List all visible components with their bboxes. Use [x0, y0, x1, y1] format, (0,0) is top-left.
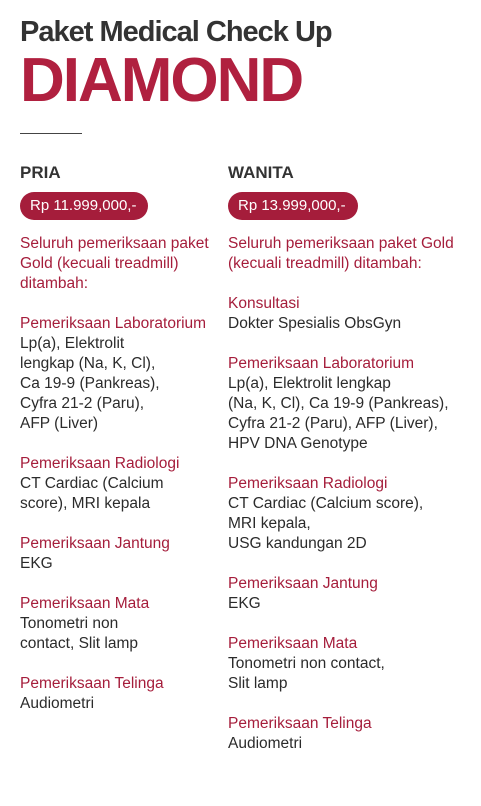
gender-label-pria: PRIA	[20, 163, 61, 182]
section-title: Pemeriksaan Laboratorium	[20, 315, 207, 332]
intro-text-wanita: Seluruh pemeriksaan paket Gold (kecuali treadmill) ditambah:	[228, 235, 454, 272]
section-title: Pemeriksaan Radiologi	[20, 455, 180, 472]
section-telinga	[20, 674, 220, 714]
section-body: Audiometri	[228, 735, 303, 752]
gender-label-wanita: WANITA	[228, 163, 294, 182]
section-mata	[20, 594, 220, 654]
section-title: Pemeriksaan Mata	[20, 595, 150, 612]
section-title: Pemeriksaan Radiologi	[228, 475, 388, 492]
section-body: EKG	[20, 555, 53, 572]
section-title: Pemeriksaan Jantung	[20, 535, 170, 552]
section-body: Lp(a), Elektrolit lengkap (Na, K, Cl), Ca 19-9 (Pankreas), Cyfra 21-2 (Paru), AFP (Liver)	[20, 335, 160, 432]
price-badge-pria: Rp 11.999,000,-	[20, 192, 148, 220]
column-pria	[20, 162, 220, 714]
section-body: Audiometri	[20, 695, 95, 712]
price-badge-wanita: Rp 13.999,000,-	[228, 192, 358, 220]
section-jantung	[228, 574, 473, 614]
section-radiologi	[228, 474, 473, 554]
section-title: Pemeriksaan Telinga	[228, 715, 372, 732]
section-body: Tonometri non contact, Slit lamp	[228, 655, 385, 692]
section-jantung	[20, 534, 220, 574]
divider	[20, 133, 82, 134]
page-title: DIAMOND	[20, 46, 303, 115]
section-title: Pemeriksaan Mata	[228, 635, 358, 652]
section-body: EKG	[228, 595, 261, 612]
section-body: Dokter Spesialis ObsGyn	[228, 315, 402, 332]
page-subtitle: Paket Medical Check Up	[20, 16, 332, 48]
section-title: Pemeriksaan Laboratorium	[228, 355, 415, 372]
section-body: Lp(a), Elektrolit lengkap (Na, K, Cl), Ca 19-9 (Pankreas), Cyfra 21-2 (Paru), AFP (Liver), HPV DNA Genotype	[228, 375, 449, 452]
section-radiologi	[20, 454, 220, 514]
section-title: Pemeriksaan Telinga	[20, 675, 164, 692]
section-body: Tonometri non contact, Slit lamp	[20, 615, 139, 652]
section-title: Konsultasi	[228, 295, 300, 312]
intro-text-pria: Seluruh pemeriksaan paket Gold (kecuali treadmill) ditambah:	[20, 235, 209, 292]
section-body: CT Cardiac (Calcium score), MRI kepala, USG kandungan 2D	[228, 495, 424, 552]
section-title: Pemeriksaan Jantung	[228, 575, 378, 592]
section-telinga	[228, 714, 473, 754]
section-body: CT Cardiac (Calcium score), MRI kepala	[20, 475, 164, 512]
section-mata	[228, 634, 473, 694]
section-laboratorium	[228, 354, 473, 454]
header	[20, 14, 470, 134]
section-laboratorium	[20, 314, 220, 434]
section-konsultasi	[228, 294, 473, 334]
column-wanita	[228, 162, 473, 754]
